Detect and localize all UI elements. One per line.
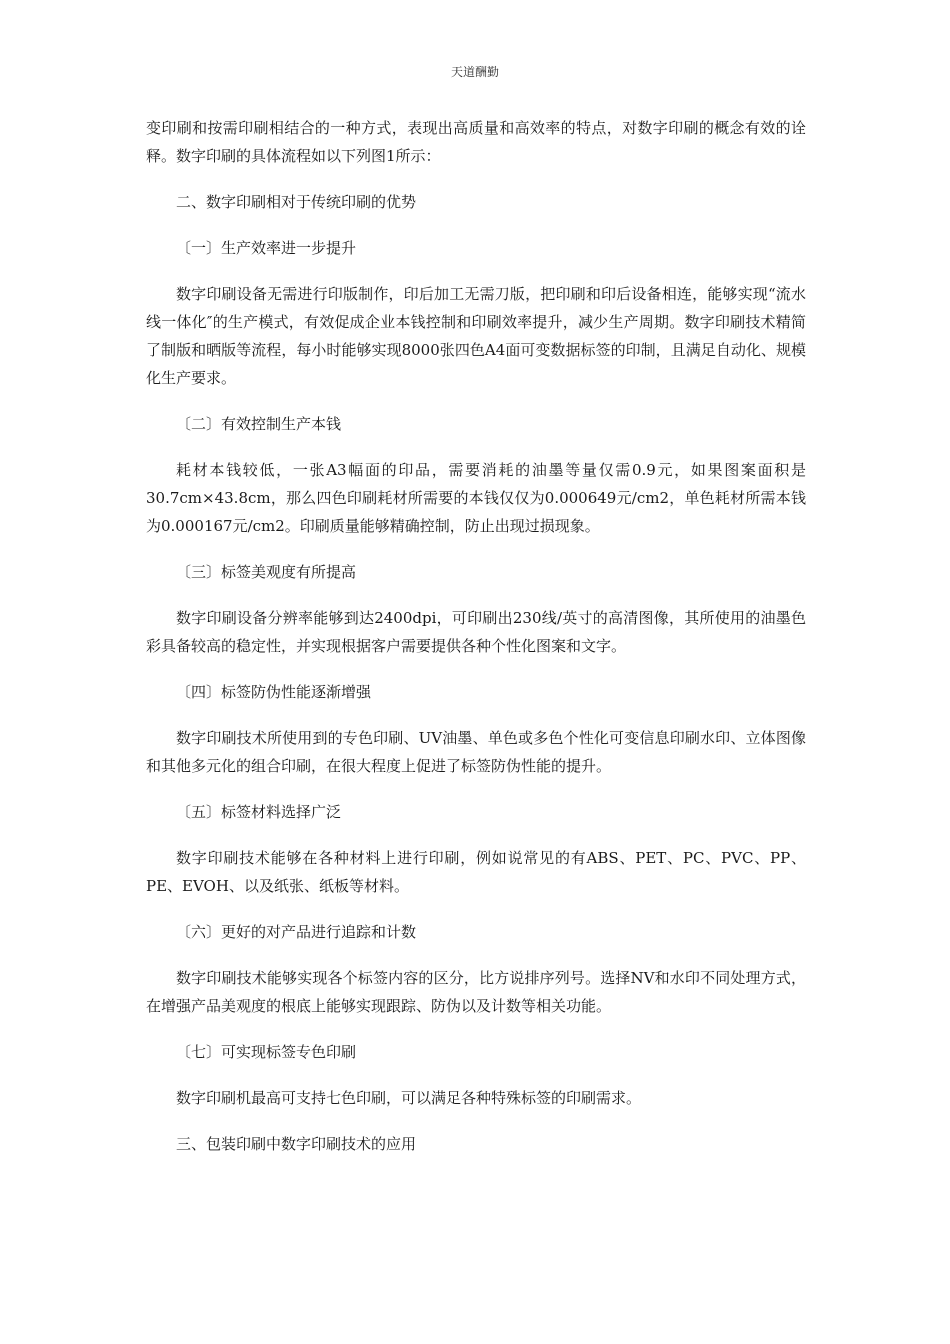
paragraph-aesthetics: 数字印刷设备分辨率能够到达2400dpi，可印刷出230线/英寸的高清图像，其所使用的油墨色彩具备较高的稳定性，并实现根据客户需要提供各种个性化图案和文字。: [146, 609, 806, 655]
subheading-4: 〔四〕标签防伪性能逐渐增强: [176, 683, 372, 701]
subheading-5: 〔五〕标签材料选择广泛: [176, 803, 342, 821]
section-heading-2: 二、数字印刷相对于传统印刷的优势: [176, 193, 417, 211]
section-heading-3: 三、包装印刷中数字印刷技术的应用: [176, 1135, 417, 1153]
paragraph-continued: 变印刷和按需印刷相结合的一种方式，表现出高质量和高效率的特点，对数字印刷的概念有效的诠释。数字印刷的具体流程如以下列图1所示：: [146, 119, 806, 165]
subheading-2: 〔二〕有效控制生产本钱: [176, 415, 342, 433]
paragraph-tracking: 数字印刷技术能够实现各个标签内容的区分，比方说排序列号。选择NV和水印不同处理方式，在增强产品美观度的根底上能够实现跟踪、防伪以及计数等相关功能。: [146, 969, 806, 1015]
paragraph-anticounterfeit: 数字印刷技术所使用到的专色印刷、UV油墨、单色或多色个性化可变信息印刷水印、立体图像和其他多元化的组合印刷，在很大程度上促进了标签防伪性能的提升。: [146, 729, 806, 775]
paragraph-materials: 数字印刷技术能够在各种材料上进行印刷，例如说常见的有ABS、PET、PC、PVC、PP、PE、EVOH、以及纸张、纸板等材料。: [146, 849, 806, 895]
page-header: 天道酬勤: [450, 65, 499, 79]
paragraph-cost: 耗材本钱较低，一张A3幅面的印品，需要消耗的油墨等量仅需0.9元，如果图案面积是30.7cm×43.8cm，那么四色印刷耗材所需要的本钱仅仅为0.000649元/cm2，单色耗材所需本钱为0.000167元/cm2。印刷质量能够精确控制，防止出现过损现象。: [146, 461, 806, 535]
document-body: [146, 114, 806, 1176]
subheading-1: 〔一〕生产效率进一步提升: [176, 239, 357, 257]
subheading-6: 〔六〕更好的对产品进行追踪和计数: [176, 923, 417, 941]
paragraph-spot-color: 数字印刷机最高可支持七色印刷，可以满足各种特殊标签的印刷需求。: [176, 1089, 642, 1107]
subheading-3: 〔三〕标签美观度有所提高: [176, 563, 357, 581]
paragraph-efficiency: 数字印刷设备无需进行印版制作，印后加工无需刀版，把印刷和印后设备相连，能够实现“流水线一体化″的生产模式，有效促成企业本钱控制和印刷效率提升，减少生产周期。数字印刷技术精简了制版和晒版等流程，每小时能够实现8000张四色A4面可变数据标签的印制，且满足自动化、规模化生产要求。: [146, 285, 806, 387]
subheading-7: 〔七〕可实现标签专色印刷: [176, 1043, 357, 1061]
